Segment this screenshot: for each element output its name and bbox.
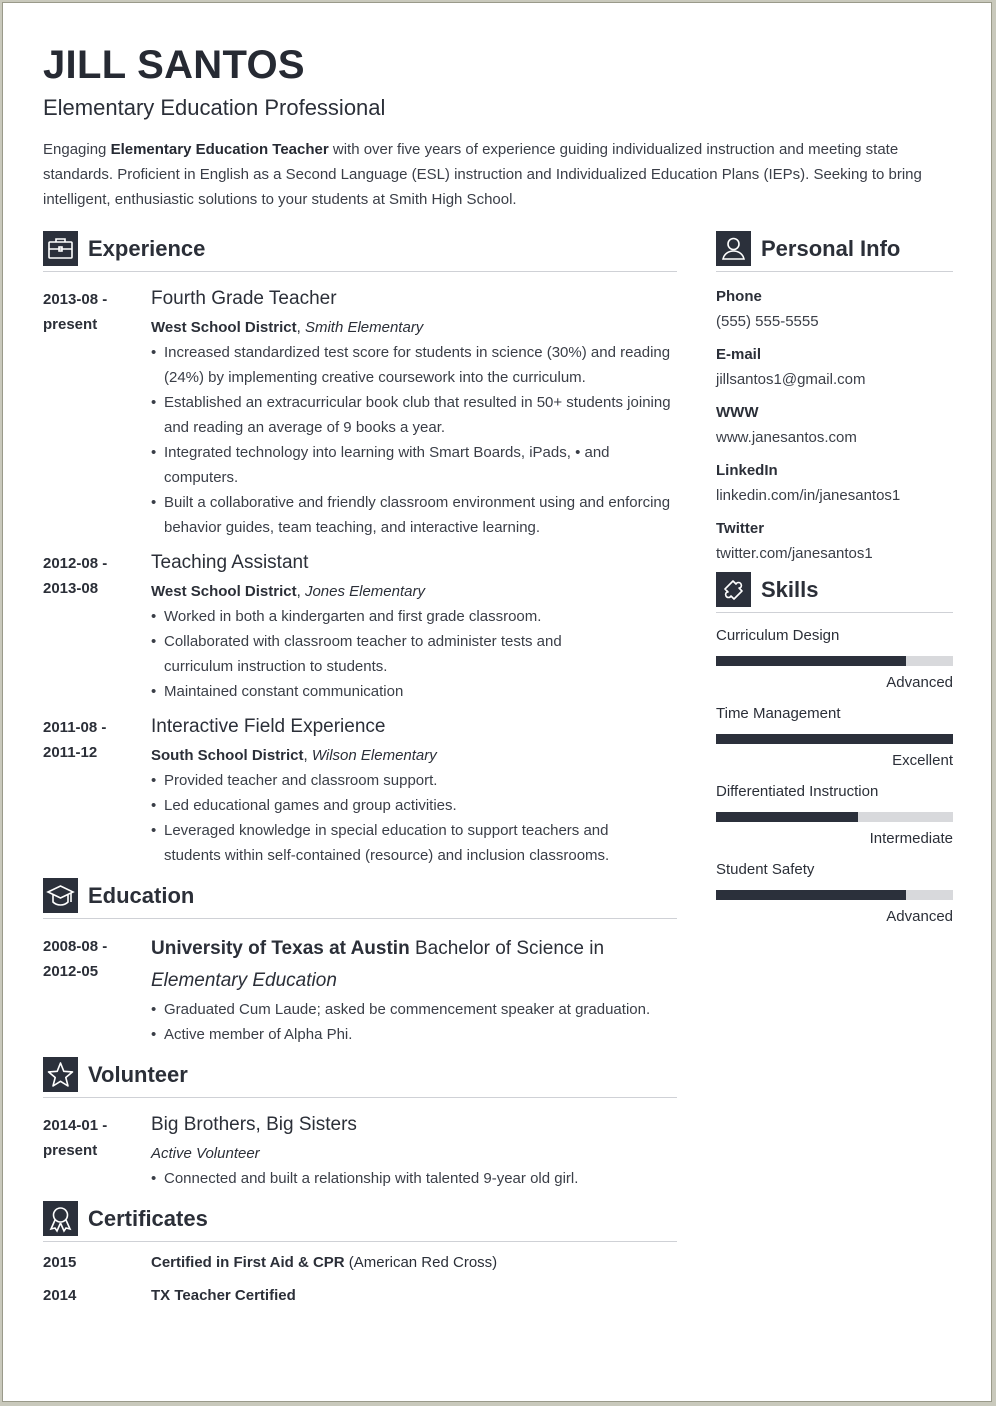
skill-item <box>716 701 953 773</box>
personal-info-item <box>716 516 953 566</box>
candidate-name: JILL SANTOS <box>43 43 305 87</box>
personal-info-item <box>716 400 953 450</box>
certificate-row <box>43 1250 677 1283</box>
employer-location: Wilson Elementary <box>311 747 437 764</box>
bullet-list <box>151 768 621 868</box>
skill-name: Time Management <box>716 705 841 722</box>
entry-date <box>43 715 143 765</box>
skill-item <box>716 857 953 929</box>
star-icon <box>43 1057 78 1092</box>
list-item: • Active member of Alpha Phi. <box>151 1022 677 1047</box>
personal-info-header <box>716 231 953 272</box>
job-title: Teaching Assistant <box>151 552 309 573</box>
award-icon <box>43 1201 78 1236</box>
certificate-issuer: (American Red Cross) <box>344 1254 498 1271</box>
graduation-cap-icon <box>43 878 78 913</box>
employer: West School District, Jones Elementary <box>151 583 425 600</box>
email-label: E-mail <box>716 346 762 363</box>
list-item: • Maintained constant communication <box>151 679 581 704</box>
skill-item <box>716 623 953 695</box>
certificate-row <box>43 1283 677 1316</box>
main-column <box>43 231 677 1316</box>
twitter-label: Twitter <box>716 520 765 537</box>
experience-entry <box>43 550 677 704</box>
date-start: 2011-08 - <box>43 719 107 736</box>
experience-header <box>43 231 677 272</box>
education-entry <box>43 933 677 1047</box>
bullet-list <box>151 340 677 540</box>
skill-bar <box>716 890 953 900</box>
school-name: University of Texas at Austin <box>151 938 410 959</box>
certificate-name: TX Teacher Certified <box>151 1287 296 1304</box>
personal-info-item <box>716 284 953 334</box>
degree <box>151 933 677 997</box>
date-end: 2013-08 <box>43 580 99 597</box>
phone-value: (555) 555-5555 <box>716 313 819 330</box>
side-column <box>716 231 953 935</box>
skill-bar <box>716 812 953 822</box>
summary-intro: Engaging <box>43 141 111 158</box>
personal-info-item <box>716 342 953 392</box>
list-item: • Integrated technology into learning with Smart Boards, iPads, • and computers. <box>151 440 677 490</box>
date-start: 2012-08 - <box>43 555 108 572</box>
phone-label: Phone <box>716 288 762 305</box>
list-item: • Worked in both a kindergarten and first grade classroom. <box>151 604 581 629</box>
field-of-study: Elementary Education <box>151 970 337 991</box>
puzzle-icon <box>716 572 751 607</box>
email-value: jillsantos1@gmail.com <box>716 371 866 388</box>
skill-name: Curriculum Design <box>716 627 840 644</box>
volunteer-role <box>151 1141 677 1166</box>
skill-bar-fill <box>716 734 953 744</box>
skill-bar-fill <box>716 656 906 666</box>
skill-item <box>716 779 953 851</box>
linkedin-label: LinkedIn <box>716 462 778 479</box>
certificate-text <box>151 1287 296 1304</box>
person-icon <box>716 231 751 266</box>
job-title: Fourth Grade Teacher <box>151 288 337 309</box>
volunteer-title: Volunteer <box>88 1062 188 1087</box>
entry-date <box>43 551 143 601</box>
certificate-year: 2014 <box>43 1287 77 1304</box>
employer-name: West School District <box>151 319 297 336</box>
date-start: 2013-08 - <box>43 291 108 308</box>
employer-location: Smith Elementary <box>304 319 424 336</box>
briefcase-icon <box>43 231 78 266</box>
entry-date <box>43 934 143 984</box>
certificate-name: Certified in First Aid & CPR <box>151 1254 345 1271</box>
skill-level: Intermediate <box>869 830 953 847</box>
date-end: present <box>43 316 98 333</box>
website-label: WWW <box>716 404 759 421</box>
volunteer-entry <box>43 1112 677 1191</box>
date-end: present <box>43 1142 98 1159</box>
list-item: • Established an extracurricular book club that resulted in 50+ students joining and reading an average of 9 books a year. <box>151 390 677 440</box>
employer: South School District, Wilson Elementary <box>151 747 437 764</box>
twitter-value: twitter.com/janesantos1 <box>716 545 873 562</box>
date-start: 2014-01 - <box>43 1117 108 1134</box>
date-start: 2008-08 - <box>43 938 108 955</box>
list-item: • Increased standardized test score for students in science (30%) and reading (24%) by implementing creative coursework into the curriculum. <box>151 340 677 390</box>
employer-name: South School District <box>151 747 304 764</box>
summary-text: with over five years of experience guiding individualized instruction and meeting state standards. Proficient in English as a Second Language (ESL) instruction and Individualized Education Plans (IEPs). Seeking to bring intelligent, enthusiastic solutions to your students at Smith High School. <box>43 141 922 208</box>
website-value: www.janesantos.com <box>716 429 857 446</box>
employer: West School District, Smith Elementary <box>151 319 424 336</box>
certificate-year: 2015 <box>43 1254 77 1271</box>
skill-name: Student Safety <box>716 861 815 878</box>
certificates-title: Certificates <box>88 1206 208 1231</box>
certificate-text <box>151 1254 497 1271</box>
volunteer-org: Big Brothers, Big Sisters <box>151 1114 357 1135</box>
volunteer-header <box>43 1057 677 1098</box>
certificates-header <box>43 1201 677 1242</box>
education-header <box>43 878 677 919</box>
skill-bar-fill <box>716 812 858 822</box>
list-item: • Leveraged knowledge in special education to support teachers and students within self-contained (resource) and inclusion classrooms. <box>151 818 621 868</box>
linkedin-value: linkedin.com/in/janesantos1 <box>716 487 901 504</box>
experience-entry <box>43 714 677 868</box>
skill-name: Differentiated Instruction <box>716 783 879 800</box>
skill-bar <box>716 734 953 744</box>
education-title: Education <box>88 883 195 908</box>
skill-level: Advanced <box>886 674 953 691</box>
list-item: • Graduated Cum Laude; asked be commencement speaker at graduation. <box>151 997 677 1022</box>
employer-name: West School District <box>151 583 297 600</box>
skill-bar-fill <box>716 890 906 900</box>
date-end: 2012-05 <box>43 963 99 980</box>
entry-date <box>43 287 143 337</box>
candidate-title: Elementary Education Professional <box>43 95 386 120</box>
experience-title: Experience <box>88 236 206 261</box>
summary <box>43 137 943 212</box>
list-item: • Collaborated with classroom teacher to administer tests and curriculum instruction to students. <box>151 629 581 679</box>
date-end: 2011-12 <box>43 744 98 761</box>
volunteer-role-text: Active Volunteer <box>151 1145 260 1162</box>
skill-bar <box>716 656 953 666</box>
list-item: • Provided teacher and classroom support. <box>151 768 621 793</box>
list-item: • Connected and built a relationship with talented 9-year old girl. <box>151 1166 677 1191</box>
entry-date <box>43 1113 143 1163</box>
employer-location: Jones Elementary <box>304 583 425 600</box>
skill-level: Advanced <box>886 908 953 925</box>
resume-page <box>2 2 992 1402</box>
bullet-list <box>151 1166 677 1191</box>
list-item: • Built a collaborative and friendly classroom environment using and enforcing behavior guides, team teaching, and interactive learning. <box>151 490 677 540</box>
skill-level: Excellent <box>892 752 953 769</box>
skills-title: Skills <box>761 577 819 602</box>
degree-name: Bachelor of Science in <box>409 938 605 959</box>
personal-info-title: Personal Info <box>761 236 901 261</box>
personal-info-item <box>716 458 953 508</box>
experience-entry <box>43 286 677 540</box>
bullet-list <box>151 604 581 704</box>
bullet-list <box>151 997 677 1047</box>
list-item: • Led educational games and group activities. <box>151 793 621 818</box>
job-title: Interactive Field Experience <box>151 716 386 737</box>
summary-highlight: Elementary Education Teacher <box>110 141 329 158</box>
skills-header <box>716 572 953 613</box>
